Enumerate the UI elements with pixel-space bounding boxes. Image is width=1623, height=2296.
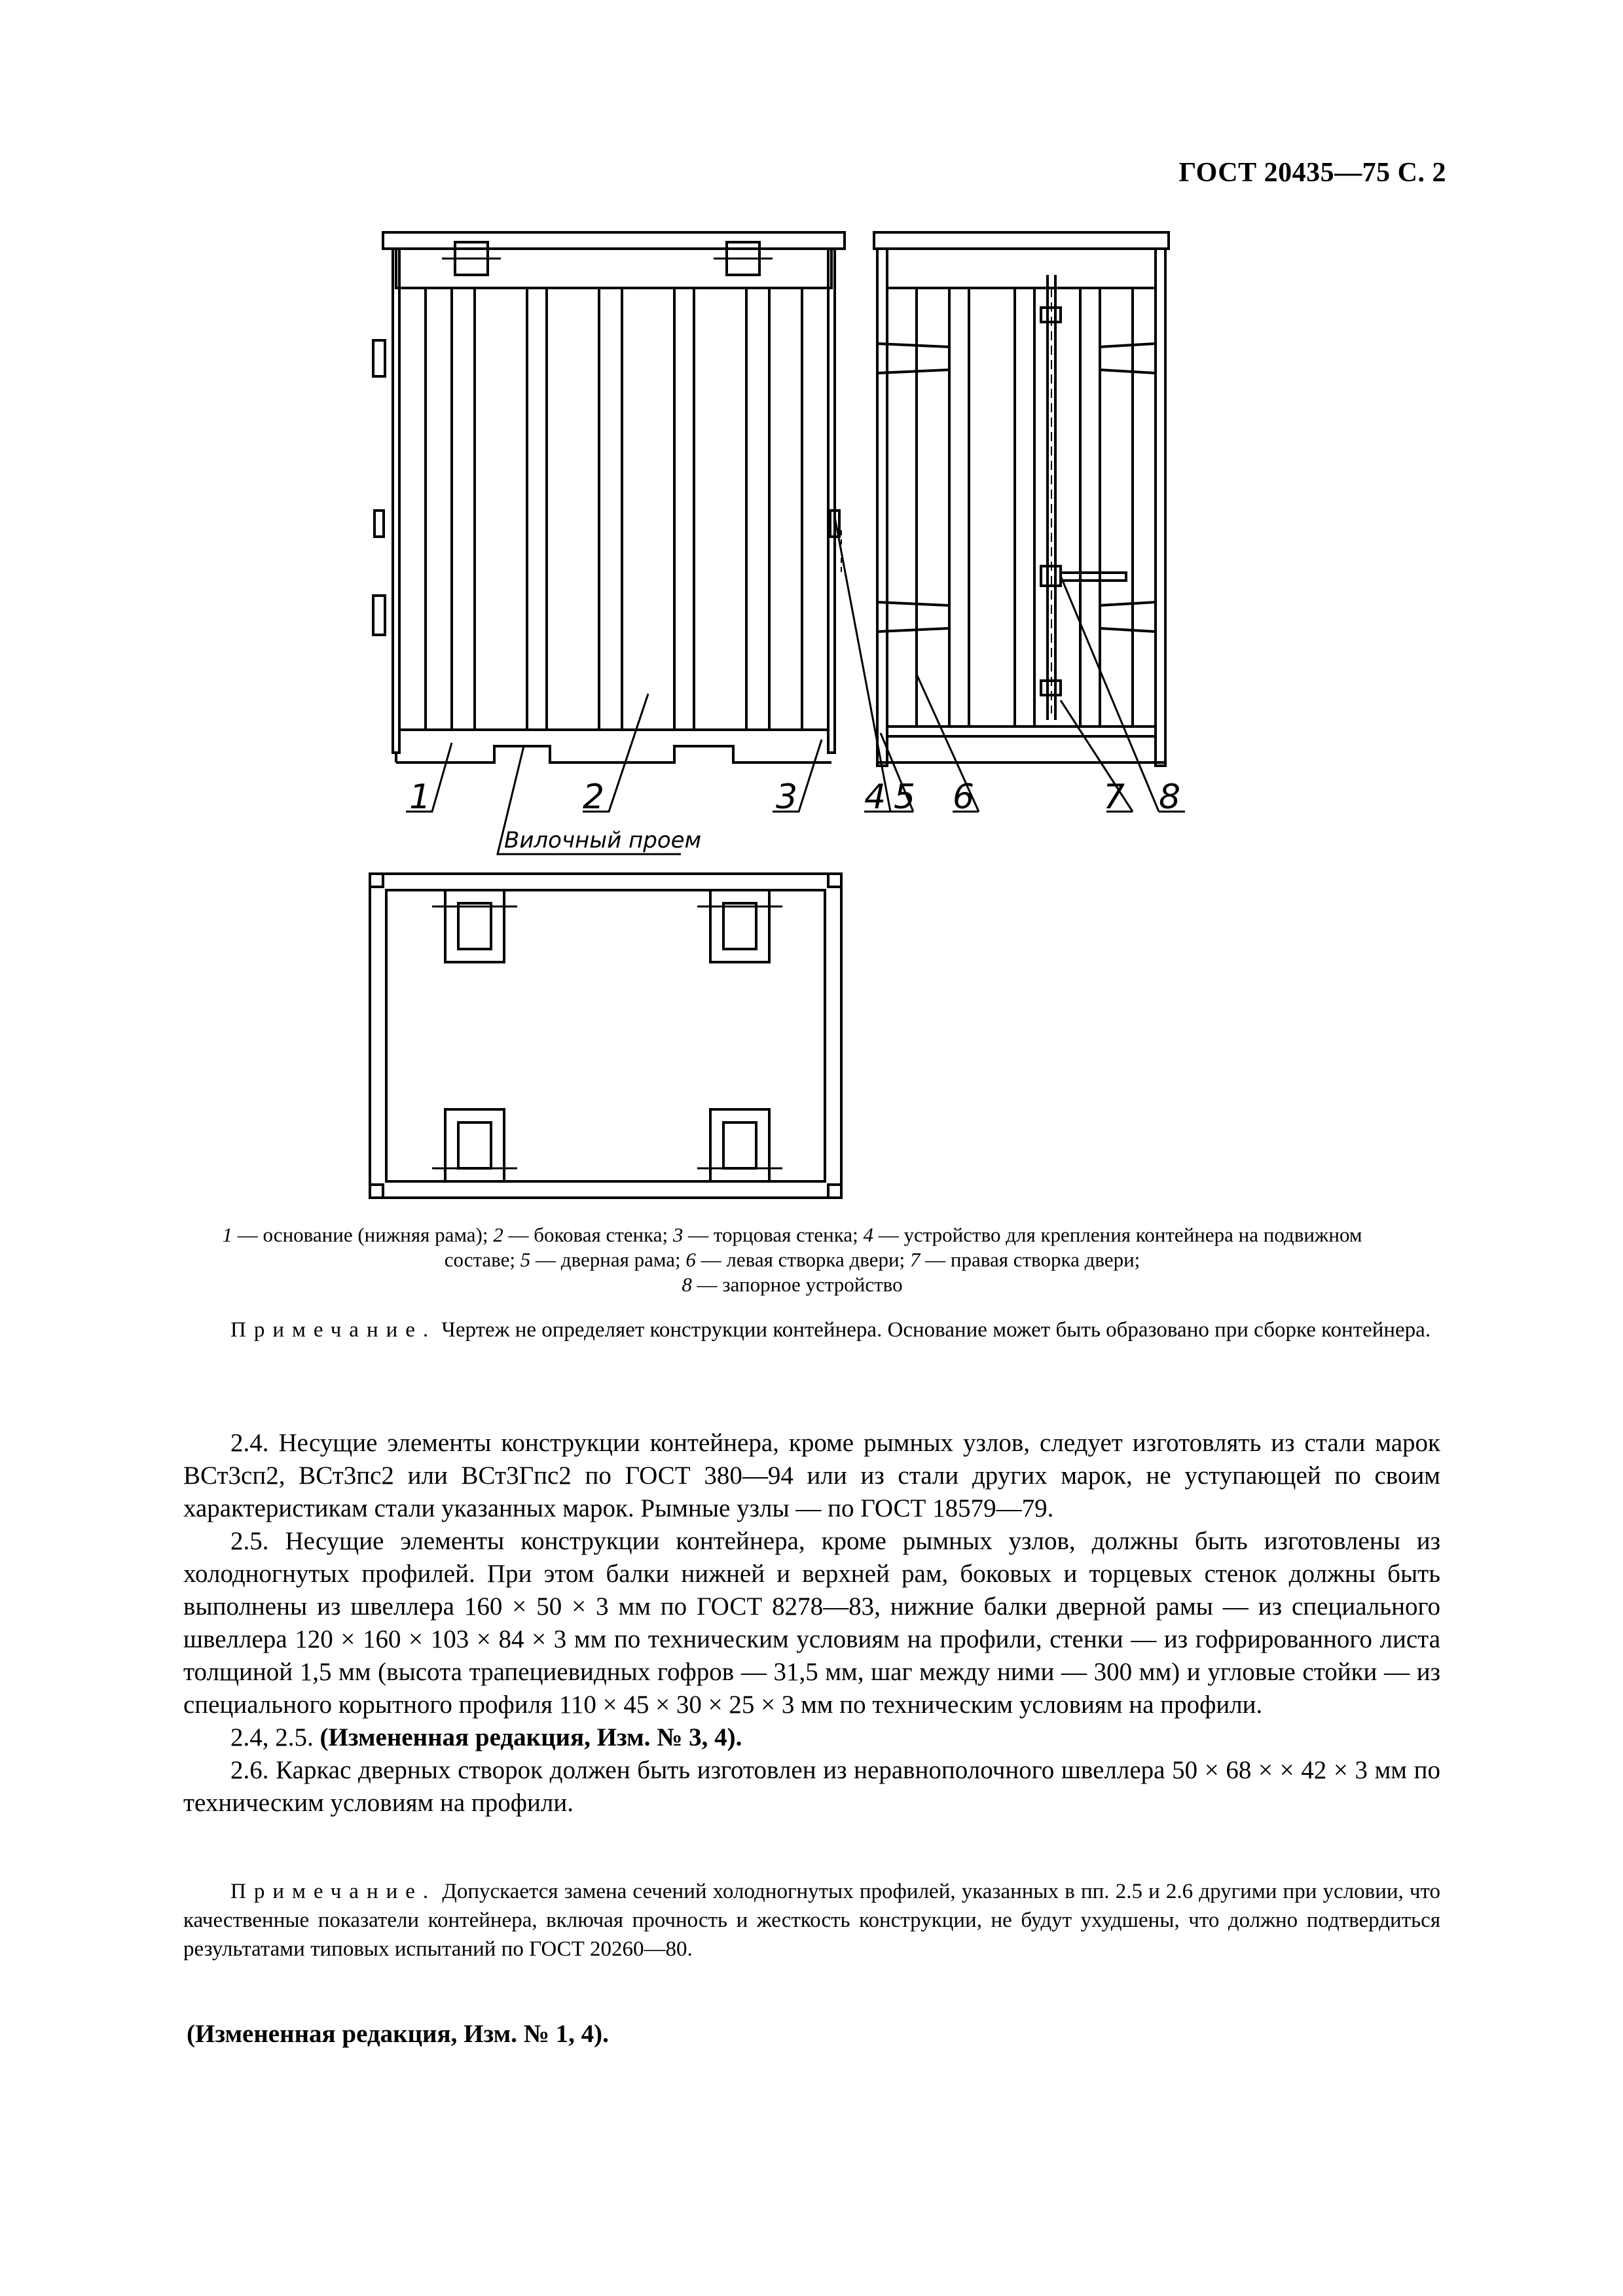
legend-text-1: — основание (нижняя рама); — [232, 1223, 494, 1246]
body-paragraphs — [183, 1427, 1440, 1820]
callout-5: 5 — [894, 778, 916, 817]
callout-7: 7 — [1103, 778, 1125, 817]
legend-num-8: 8 — [682, 1273, 692, 1296]
fork-pocket-label: Вилочный проем — [504, 827, 702, 853]
door-view — [874, 232, 1169, 766]
legend-num-6: 6 — [685, 1248, 696, 1271]
note-1 — [183, 1316, 1440, 1344]
note-2 — [183, 1877, 1440, 1964]
legend-num-1: 1 — [222, 1223, 233, 1246]
callout-8: 8 — [1159, 778, 1181, 817]
note-2-text: Допускается замена сечений холодногнутых профилей, указанных в пп. 2.5 и 2.6 другими при условии, что качественные показатели контейнера, включая прочность и жесткость конструкции, не будут ухудшены, что должно подтвердиться результатами типовых испытаний по ГОСТ 20260—80. — [183, 1880, 1440, 1961]
final-amendment: (Измененная редакция, Изм. № 1, 4). — [187, 2020, 609, 2048]
amendment-numbers: 2.4, 2.5. — [230, 1723, 320, 1751]
legend-text-6: — левая створка двери; — [695, 1248, 910, 1271]
callout-2: 2 — [583, 778, 605, 817]
note-2-label: Примечание. — [230, 1880, 437, 1903]
callout-6: 6 — [953, 778, 975, 817]
callout-1: 1 — [409, 778, 431, 817]
figure-legend — [190, 1223, 1395, 1297]
legend-text-3: — торцовая стенка; — [683, 1223, 864, 1246]
plan-view — [370, 874, 841, 1198]
amendment-text: (Измененная редакция, Изм. № 3, 4). — [319, 1723, 742, 1751]
callout-labels — [409, 778, 1180, 853]
callout-3: 3 — [776, 778, 798, 817]
legend-text-7: — правая створка двери; — [920, 1248, 1140, 1271]
legend-text-2: — боковая стенка; — [503, 1223, 673, 1246]
note-1-label: Примечание. — [230, 1318, 437, 1342]
paragraph-2-4-2-5-amendment — [183, 1721, 1440, 1754]
paragraph-2-5: 2.5. Несущие элементы конструкции контейнера, кроме рымных узлов, должны быть изготовлены из холодногнутых профилей. При этом балки нижней и верхней рам, боковых и торцевых стенок должны быть выполнены из швеллера 160 × 50 × 3 мм по ГОСТ 8278—83, нижние балки дверной рамы — из специального швеллера 120 × 160 × 103 × 84 × 3 мм по техническим условиям на профили, стенки — из гофрированного листа толщиной 1,5 мм (высота трапециевидных гофров — 31,5 мм, шаг между ними — 300 мм) и угловые стойки — из специального корытного профиля 110 × 45 × 30 × 25 × 3 мм по техническим условиям на профили. — [183, 1527, 1440, 1719]
page-header: ГОСТ 20435—75 С. 2 — [1178, 158, 1446, 188]
legend-num-5: 5 — [520, 1248, 531, 1271]
legend-num-4: 4 — [863, 1223, 873, 1246]
legend-num-3: 3 — [672, 1223, 684, 1246]
legend-num-2: 2 — [493, 1223, 503, 1246]
legend-text-8: — запорное устройство — [691, 1273, 903, 1296]
legend-text-5: — дверная рама; — [530, 1248, 686, 1271]
legend-text-4: — устройство для крепления контейнера на подвижном составе; — [444, 1223, 1362, 1271]
paragraph-2-4: 2.4. Несущие элементы конструкции контейнера, кроме рымных узлов, следует изготовлять из стали марок ВСт3сп2, ВСт3пс2 или ВСт3Гпс2 по ГОСТ 380—94 или из стали других марок, не уступающей по своим характеристикам стали указанных марок. Рымные узлы — по ГОСТ 18579—79. — [183, 1429, 1440, 1522]
paragraph-2-6: 2.6. Каркас дверных створок должен быть изготовлен из неравнополочного швеллера 50 × 68 × × 42 × 3 мм по техническим условиям на профили. — [183, 1756, 1440, 1817]
legend-num-7: 7 — [909, 1248, 921, 1271]
callout-4: 4 — [864, 778, 886, 817]
note-1-text: Чертеж не определяет конструкции контейнера. Основание может быть образовано при сборке контейнера. — [436, 1318, 1431, 1342]
side-view — [373, 232, 845, 762]
